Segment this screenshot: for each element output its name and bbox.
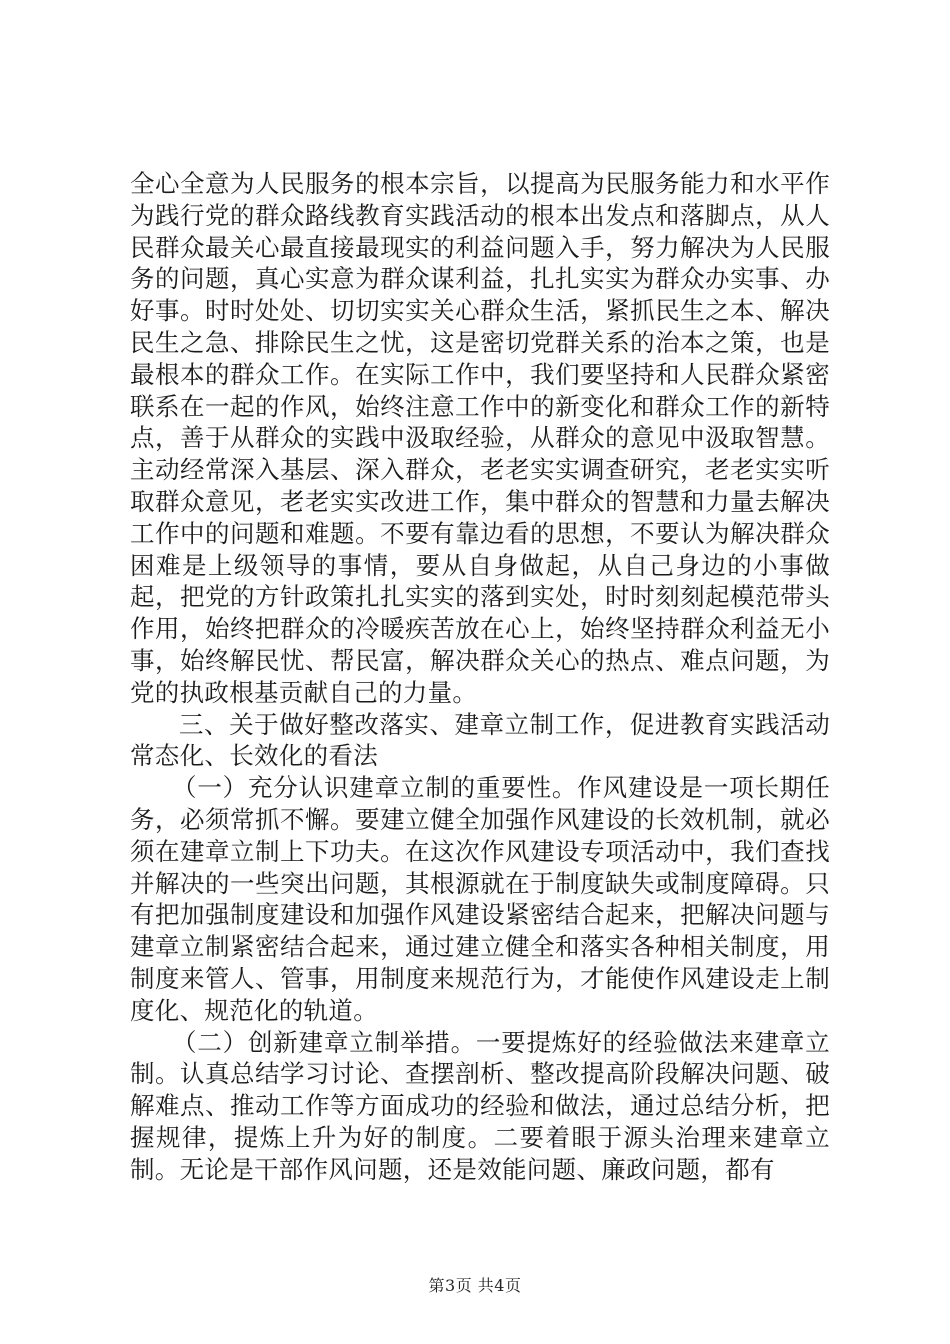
paragraph-importance: （一）充分认识建章立制的重要性。作风建设是一项长期任务，必须常抓不懈。要建立健全加强作风建设的长效机制，就必须在建章立制上下功夫。在这次作风建设专项活动中，我们查找并解决的一些突出问题，其根源就在于制度缺失或制度障碍。只有把加强制度建设和加强作风建设紧密结合起来，把解决问题与建章立制紧密结合起来，通过建立健全和落实各种相关制度，用制度来管人、管事，用制度来规范行为，才能使作风建设走上制度化、规范化的轨道。 bbox=[130, 773, 830, 1025]
document-body bbox=[130, 168, 830, 1186]
section-heading-three: 三、关于做好整改落实、建章立制工作，促进教育实践活动常态化、长效化的看法 bbox=[130, 709, 830, 771]
paragraph-innovation: （二）创新建章立制举措。一要提炼好的经验做法来建章立制。认真总结学习讨论、查摆剖析、整改提高阶段解决问题、破解难点、推动工作等方面成功的经验和做法，通过总结分析，把握规律，提炼上升为好的制度。二要着眼于源头治理来建章立制。无论是干部作风问题，还是效能问题、廉政问题，都有 bbox=[130, 1027, 830, 1184]
page-number-footer: 第3页 共4页 bbox=[428, 1276, 522, 1295]
paragraph-service-purpose: 全心全意为人民服务的根本宗旨，以提高为民服务能力和水平作为践行党的群众路线教育实践活动的根本出发点和落脚点，从人民群众最关心最直接最现实的利益问题入手，努力解决为人民服务的问题，真心实意为群众谋利益，扎扎实实为群众办实事、办好事。时时处处、切切实实关心群众生活，紧抓民生之本、解决民生之急、排除民生之忧，这是密切党群关系的治本之策，也是最根本的群众工作。在实际工作中，我们要坚持和人民群众紧密联系在一起的作风，始终注意工作中的新变化和群众工作的新特点，善于从群众的实践中汲取经验，从群众的意见中汲取智慧。主动经常深入基层、深入群众，老老实实调查研究，老老实实听取群众意见，老老实实改进工作，集中群众的智慧和力量去解决工作中的问题和难题。不要有靠边看的思想，不要认为解决群众困难是上级领导的事情，要从自身做起，从自己身边的小事做起，把党的方针政策扎扎实实的落到实处，时时刻刻起模范带头作用，始终把群众的冷暖疾苦放在心上，始终坚持群众利益无小事，始终解民忧、帮民富，解决群众关心的热点、难点问题，为党的执政根基贡献自己的力量。 bbox=[130, 169, 830, 707]
